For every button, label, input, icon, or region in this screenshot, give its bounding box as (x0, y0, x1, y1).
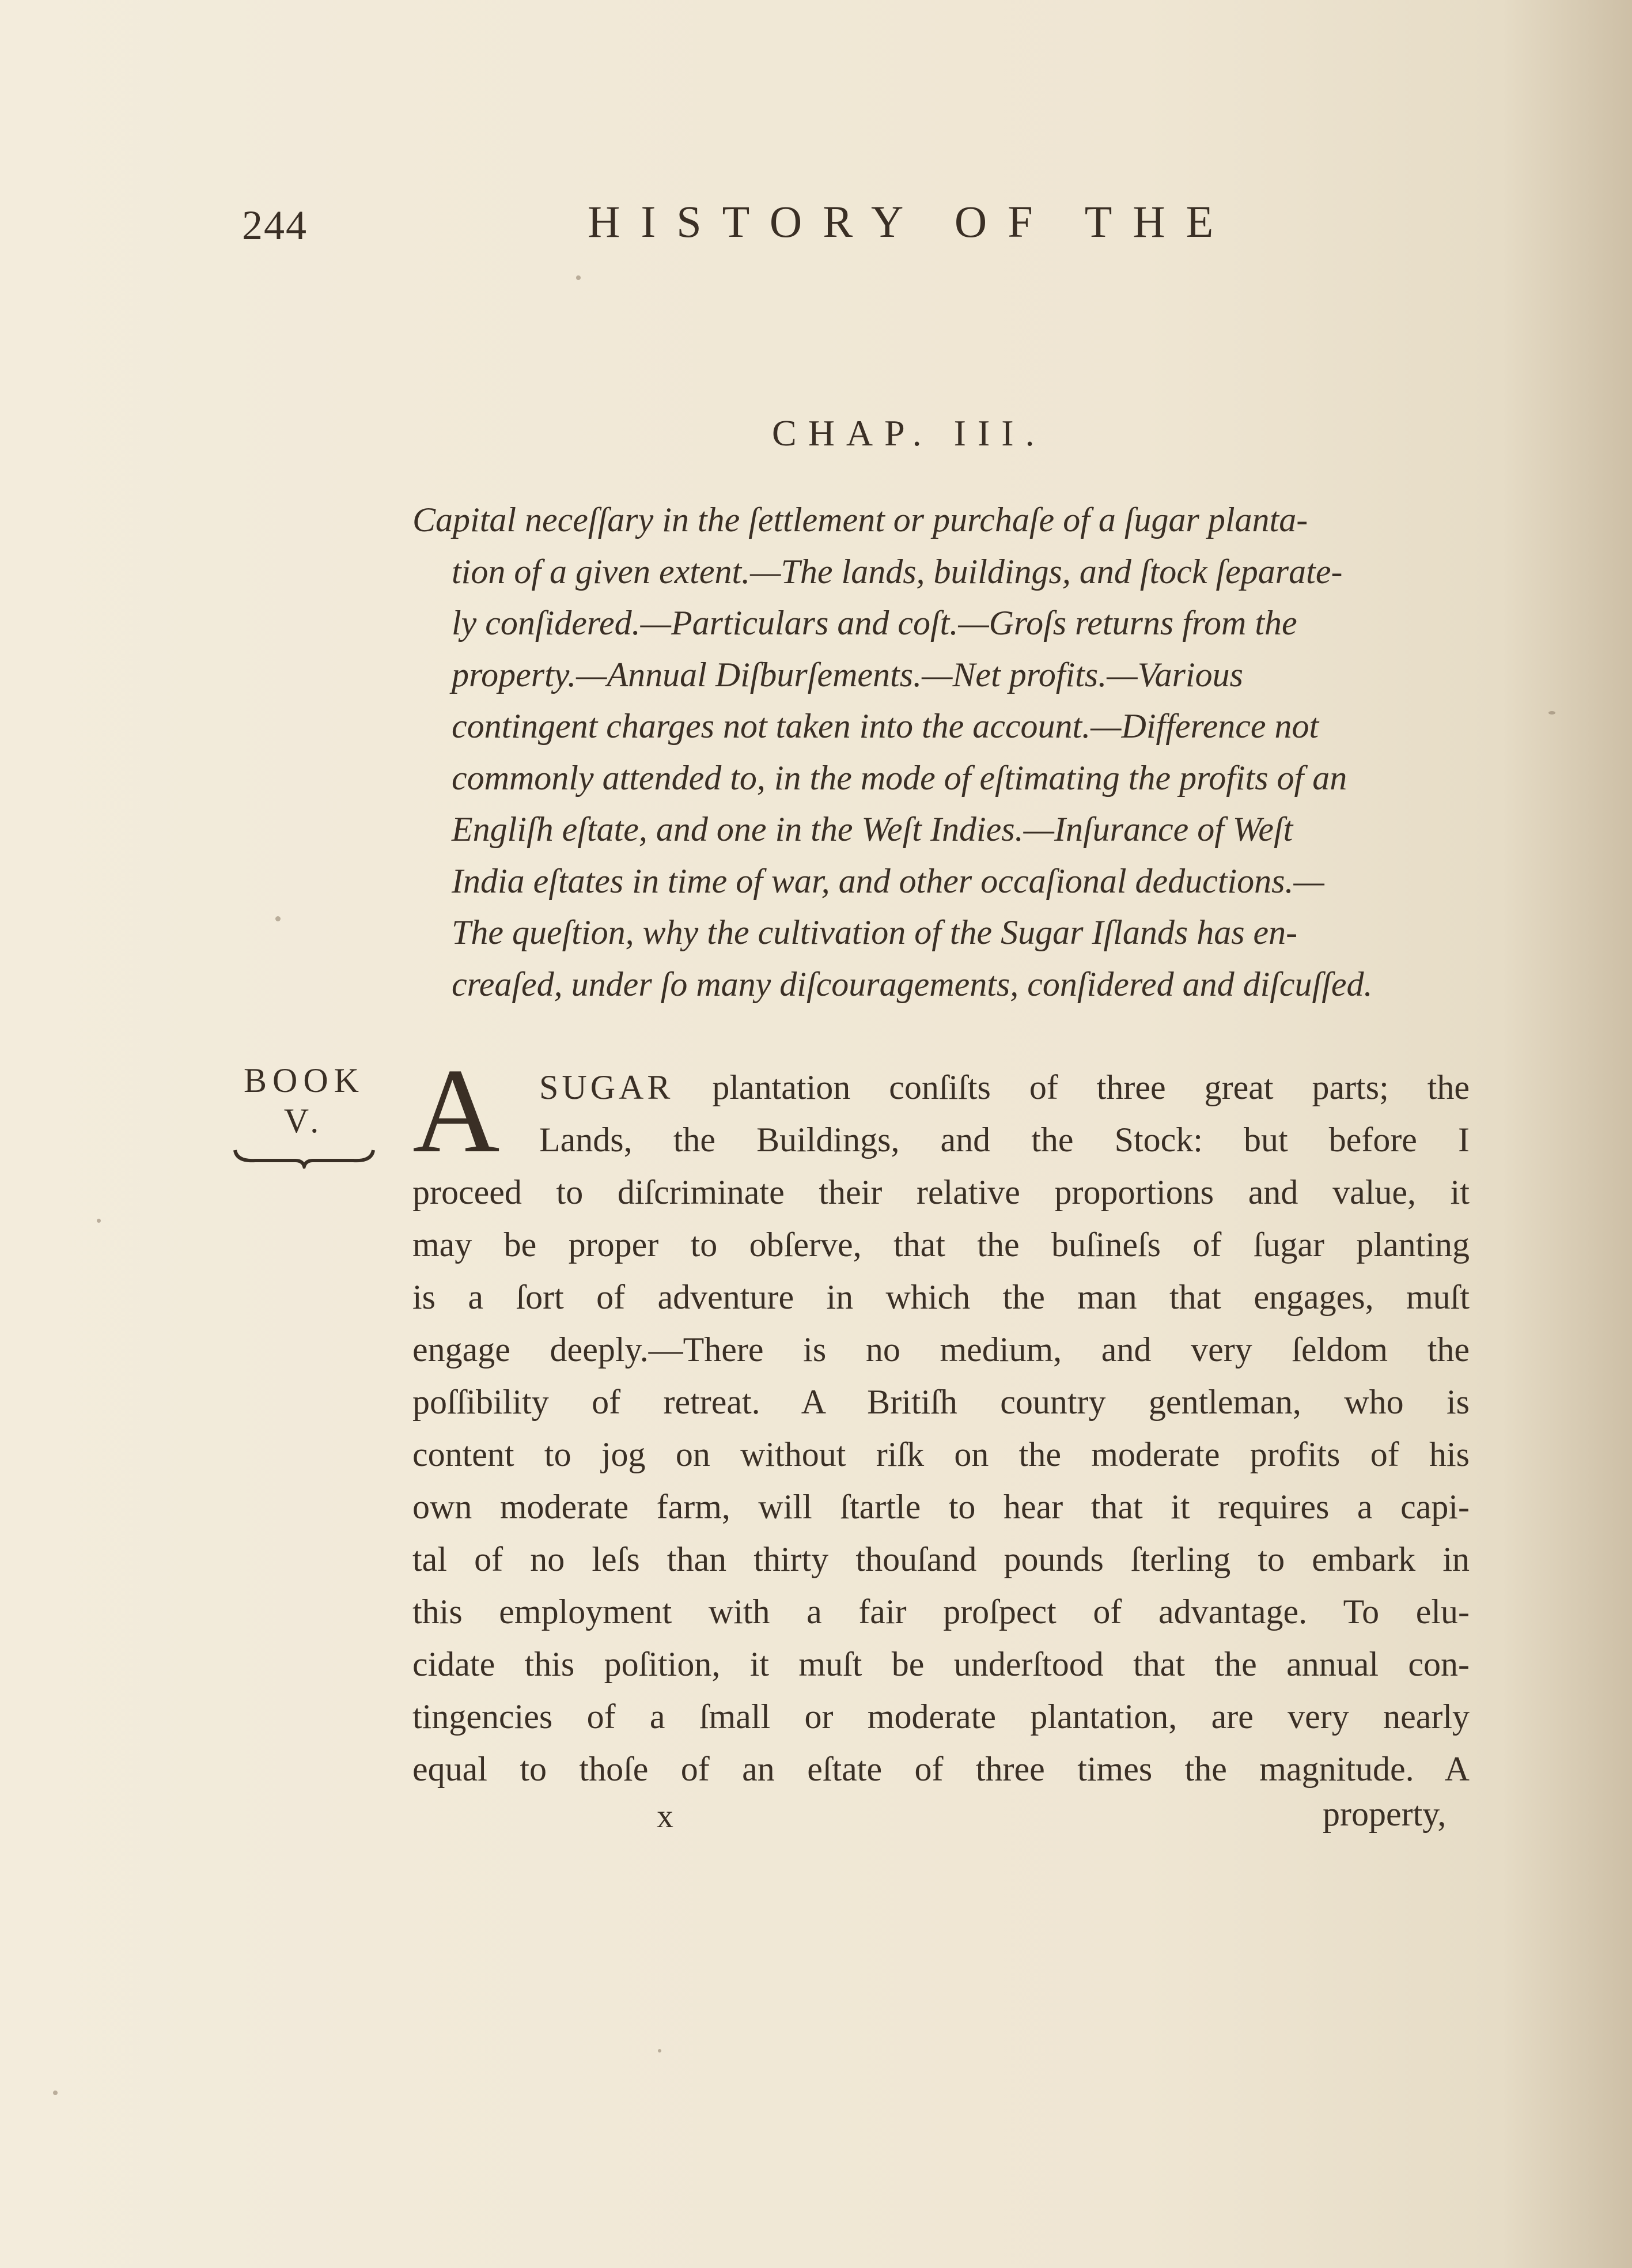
chapter-title: CHAP. III. (772, 413, 1046, 453)
body-line: is a ſort of adventure in which the man that engages, muſt (412, 1278, 1470, 1316)
summary-line: The queſtion, why the cultivation of the Sugar Iſlands has en- (452, 913, 1298, 951)
body-text (412, 1044, 1470, 1795)
body-line: engage deeply.—There is no medium, and very ſeldom the (412, 1330, 1470, 1369)
summary-line: contingent charges not taken into the account.—Difference not (452, 707, 1319, 745)
body-line: Lands, the Buildings, and the Stock: but before I (539, 1121, 1470, 1159)
paper-speck (97, 1219, 101, 1223)
body-line: tingencies of a ſmall or moderate plantation, are very nearly (412, 1698, 1470, 1736)
summary-line: commonly attended to, in the mode of eſtimating the profits of an (452, 758, 1347, 797)
summary-line: India eſtates in time of war, and other occaſional deductions.— (452, 861, 1324, 900)
body-line: content to jog on without riſk on the moderate profits of his (412, 1435, 1470, 1473)
body-line: own moderate farm, will ſtartle to hear that it requires a capi- (412, 1488, 1470, 1526)
paper-speck (275, 916, 281, 921)
summary-line: tion of a given extent.—The lands, buildings, and ſtock ſeparate- (452, 552, 1343, 591)
body-line: equal to thoſe of an eſtate of three times the magnitude. A (412, 1750, 1470, 1788)
running-head: HISTORY OF THE (588, 196, 1235, 247)
chapter-summary (412, 494, 1468, 1010)
body-line: tal of no leſs than thirty thouſand pounds ſterling to embark in (412, 1540, 1470, 1578)
body-line-text: plantation conſiſts of three great parts; the (673, 1068, 1470, 1106)
summary-line: Capital neceſſary in the ſettlement or purchaſe of a ſugar planta- (412, 501, 1308, 539)
paper-speck (1548, 711, 1555, 715)
summary-line: creaſed, under ſo many diſcouragements, conſidered and diſcuſſed. (452, 965, 1373, 1003)
paper-speck (576, 275, 581, 280)
margin-note-book: BOOK (243, 1061, 365, 1099)
summary-line: ly conſidered.—Particulars and coſt.—Groſs returns from the (452, 604, 1297, 642)
page-number: 244 (242, 202, 308, 248)
body-line: this employment with a fair proſpect of advantage. To elu- (412, 1593, 1470, 1631)
summary-line: Engliſh eſtate, and one in the Weſt Indies.—Inſurance of Weſt (452, 810, 1293, 848)
body-line: proceed to diſcriminate their relative proportions and value, it (412, 1173, 1470, 1211)
body-line-first (412, 1061, 1470, 1114)
margin-note-volume: V. (283, 1102, 325, 1140)
summary-line: property.—Annual Diſburſements.—Net profits.—Various (452, 655, 1243, 694)
signature-mark: x (657, 1797, 673, 1835)
drop-cap: A (412, 1044, 500, 1178)
body-line: cidate this poſition, it muſt be underſtood that the annual con- (412, 1645, 1470, 1683)
body-line: poſſibility of retreat. A Britiſh country gentleman, who is (412, 1383, 1470, 1421)
paper-speck (53, 2091, 58, 2095)
paper-speck (658, 2049, 661, 2052)
first-word: SUGAR (539, 1068, 674, 1106)
body-line: may be proper to obſerve, that the buſineſs of ſugar planting (412, 1226, 1470, 1264)
catchword: property, (1323, 1795, 1447, 1833)
brace-icon (232, 1146, 376, 1169)
margin-note (229, 1060, 379, 1169)
